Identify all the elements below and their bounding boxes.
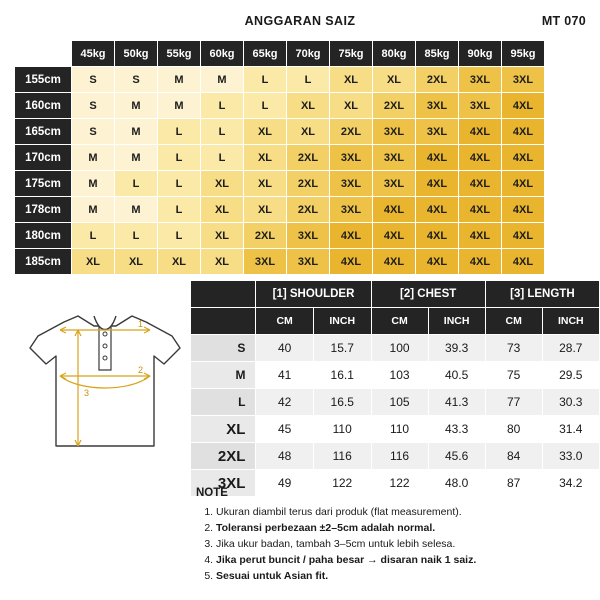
size-grid-cell: 4XL: [330, 223, 373, 249]
measurement-value: 16.5: [313, 389, 371, 416]
size-grid-cell: L: [158, 223, 201, 249]
diagram-marker-2-text: 2: [138, 365, 144, 375]
size-grid-cell: S: [115, 67, 158, 93]
measurement-size-label: S: [191, 335, 256, 362]
measurement-row: [191, 362, 600, 389]
size-grid-cell: XL: [373, 67, 416, 93]
size-grid-cell: 4XL: [416, 223, 459, 249]
measurement-unit-header: INCH: [313, 308, 371, 335]
size-grid-cell: 4XL: [502, 249, 545, 275]
size-grid-row: [15, 197, 545, 223]
measurement-value: 40.5: [428, 362, 485, 389]
size-grid-cell: M: [72, 145, 115, 171]
size-grid-cell: 3XL: [330, 197, 373, 223]
size-grid-cell: 4XL: [416, 171, 459, 197]
measurement-row: [191, 416, 600, 443]
measurement-value: 116: [313, 443, 371, 470]
size-grid-cell: 4XL: [502, 197, 545, 223]
measurement-value: 110: [313, 416, 371, 443]
size-grid-cell: XL: [244, 145, 287, 171]
size-grid-weight-header: 55kg: [158, 41, 201, 67]
note-list: [196, 504, 588, 584]
measurement-value: 33.0: [542, 443, 599, 470]
measurement-value: 77: [485, 389, 542, 416]
measurement-unit-header: INCH: [428, 308, 485, 335]
measurement-value: 49: [256, 470, 313, 497]
size-grid-weight-header: 90kg: [459, 41, 502, 67]
size-grid-cell: L: [201, 119, 244, 145]
note-section: [196, 487, 588, 584]
size-grid-cell: XL: [201, 197, 244, 223]
size-grid-cell: L: [115, 171, 158, 197]
measurement-corner-2: [191, 308, 256, 335]
measurement-table-head: [191, 281, 600, 335]
size-grid-height-header: 170cm: [15, 145, 72, 171]
size-grid-cell: 4XL: [416, 197, 459, 223]
size-grid-cell: 4XL: [416, 249, 459, 275]
size-grid-cell: 3XL: [416, 119, 459, 145]
size-grid-cell: XL: [244, 119, 287, 145]
size-grid-cell: XL: [201, 223, 244, 249]
size-grid-row: [15, 171, 545, 197]
size-grid-cell: M: [158, 67, 201, 93]
size-grid-cell: XL: [244, 171, 287, 197]
size-grid-cell: M: [115, 119, 158, 145]
size-grid-cell: 4XL: [373, 197, 416, 223]
size-grid-cell: M: [158, 93, 201, 119]
measurement-value: 48: [256, 443, 313, 470]
size-grid-weight-header: 95kg: [502, 41, 545, 67]
measurement-row: [191, 389, 600, 416]
size-grid-cell: 4XL: [459, 249, 502, 275]
size-grid-cell: S: [72, 119, 115, 145]
measurement-value: 43.3: [428, 416, 485, 443]
size-grid-cell: 4XL: [502, 145, 545, 171]
measurement-group-header-row: [191, 281, 600, 308]
size-grid-weight-header: 85kg: [416, 41, 459, 67]
measurement-value: 110: [371, 416, 428, 443]
size-grid-height-header: 175cm: [15, 171, 72, 197]
measurement-corner: [191, 281, 256, 308]
measurement-table-body: [191, 335, 600, 497]
size-grid-cell: XL: [330, 93, 373, 119]
size-grid-cell: M: [115, 145, 158, 171]
measurement-value: 100: [371, 335, 428, 362]
size-grid-weight-header: 50kg: [115, 41, 158, 67]
size-grid-row: [15, 67, 545, 93]
size-grid-cell: XL: [330, 67, 373, 93]
note-item: 3. Jika ukur badan, tambah 3–5cm untuk lebih selesa.: [216, 536, 588, 552]
size-grid-cell: 3XL: [459, 93, 502, 119]
measurement-table: [190, 280, 600, 497]
measurement-value: 105: [371, 389, 428, 416]
size-grid-cell: 3XL: [330, 171, 373, 197]
size-grid-body: [15, 67, 545, 275]
size-grid-height-header: 155cm: [15, 67, 72, 93]
measurement-size-label: 2XL: [191, 443, 256, 470]
size-grid-cell: M: [115, 197, 158, 223]
size-grid-row: [15, 119, 545, 145]
header: [0, 14, 600, 36]
size-grid-cell: 3XL: [502, 67, 545, 93]
size-grid-cell: XL: [72, 249, 115, 275]
size-grid-cell: 2XL: [287, 171, 330, 197]
size-grid-weight-header: 75kg: [330, 41, 373, 67]
measurement-value: 40: [256, 335, 313, 362]
size-grid-cell: 2XL: [244, 223, 287, 249]
size-grid-cell: 2XL: [373, 93, 416, 119]
measurement-value: 84: [485, 443, 542, 470]
measurement-value: 45: [256, 416, 313, 443]
size-grid-cell: 4XL: [373, 249, 416, 275]
size-grid-cell: 2XL: [287, 197, 330, 223]
size-grid-cell: M: [72, 197, 115, 223]
diagram-marker-3-text: 3: [84, 388, 90, 398]
note-title: NOTE: [196, 487, 228, 499]
size-grid-cell: XL: [201, 171, 244, 197]
size-grid-cell: 3XL: [330, 145, 373, 171]
size-grid-cell: L: [201, 145, 244, 171]
measurement-value: 16.1: [313, 362, 371, 389]
note-item: 2. Toleransi perbezaan ±2–5cm adalah normal.: [216, 520, 588, 536]
size-grid-weight-header: 60kg: [201, 41, 244, 67]
size-grid-cell: 4XL: [459, 171, 502, 197]
size-grid-row: [15, 145, 545, 171]
size-grid-cell: 3XL: [287, 249, 330, 275]
size-grid-cell: 4XL: [373, 223, 416, 249]
size-grid-cell: XL: [287, 119, 330, 145]
size-grid-height-header: 185cm: [15, 249, 72, 275]
size-grid-header-row: [15, 41, 545, 67]
size-grid-cell: 4XL: [459, 119, 502, 145]
size-grid-cell: L: [158, 197, 201, 223]
measurement-value: 73: [485, 335, 542, 362]
size-grid-cell: M: [115, 93, 158, 119]
measurement-unit-header: CM: [485, 308, 542, 335]
measurement-row: [191, 443, 600, 470]
size-grid-cell: M: [201, 67, 244, 93]
size-grid-row: [15, 223, 545, 249]
size-grid-cell: L: [158, 119, 201, 145]
size-grid-weight-header: 45kg: [72, 41, 115, 67]
measurement-group-header: [2] CHEST: [371, 281, 485, 308]
measurement-unit-header: CM: [256, 308, 313, 335]
size-grid-cell: L: [244, 93, 287, 119]
size-grid-cell: L: [244, 67, 287, 93]
size-grid-cell: 3XL: [416, 93, 459, 119]
size-grid-cell: 4XL: [502, 119, 545, 145]
size-grid-cell: 3XL: [459, 67, 502, 93]
measurement-value: 122: [371, 470, 428, 497]
diagram-marker-1-text: 1: [138, 319, 144, 329]
size-grid-weight-header: 80kg: [373, 41, 416, 67]
size-grid-height-header: 178cm: [15, 197, 72, 223]
size-grid-cell: 4XL: [330, 249, 373, 275]
size-grid-cell: XL: [158, 249, 201, 275]
size-grid-row: [15, 93, 545, 119]
size-grid-cell: XL: [201, 249, 244, 275]
measurement-value: 122: [313, 470, 371, 497]
size-grid-cell: 4XL: [459, 145, 502, 171]
measurement-value: 42: [256, 389, 313, 416]
measurement-value: 103: [371, 362, 428, 389]
measurement-value: 87: [485, 470, 542, 497]
measurement-value: 15.7: [313, 335, 371, 362]
note-item: 1. Ukuran diambil terus dari produk (flat measurement).: [216, 504, 588, 520]
size-grid-height-header: 165cm: [15, 119, 72, 145]
size-grid-cell: S: [72, 67, 115, 93]
note-item: 4. Jika perut buncit / paha besar → disaran naik 1 saiz.: [216, 552, 588, 568]
shirt-diagram: [20, 300, 190, 470]
measurement-size-label: XL: [191, 416, 256, 443]
size-grid-cell: 4XL: [502, 171, 545, 197]
measurement-value: 116: [371, 443, 428, 470]
size-grid-cell: 2XL: [330, 119, 373, 145]
size-grid-cell: 4XL: [502, 223, 545, 249]
measurement-group-header: [1] SHOULDER: [256, 281, 371, 308]
size-grid-cell: L: [158, 145, 201, 171]
size-grid-cell: 4XL: [502, 93, 545, 119]
size-grid-cell: XL: [244, 197, 287, 223]
measurement-value: 75: [485, 362, 542, 389]
measurement-value: 31.4: [542, 416, 599, 443]
page-title: ANGGARAN SAIZ: [244, 14, 356, 28]
measurement-value: 28.7: [542, 335, 599, 362]
size-grid-cell: 4XL: [459, 197, 502, 223]
size-grid-cell: 2XL: [287, 145, 330, 171]
measurement-size-label: 3XL: [191, 470, 256, 497]
measurement-value: 45.6: [428, 443, 485, 470]
size-grid-cell: L: [287, 67, 330, 93]
size-grid-cell: 3XL: [373, 119, 416, 145]
size-grid-cell: 3XL: [244, 249, 287, 275]
size-grid-height-header: 160cm: [15, 93, 72, 119]
measurement-group-header: [3] LENGTH: [485, 281, 599, 308]
size-grid-cell: L: [201, 93, 244, 119]
size-grid-cell: 3XL: [373, 171, 416, 197]
size-grid-cell: L: [158, 171, 201, 197]
measurement-unit-row: [191, 308, 600, 335]
size-grid-cell: 3XL: [373, 145, 416, 171]
size-grid-weight-header: 70kg: [287, 41, 330, 67]
measurement-row: [191, 335, 600, 362]
measurement-value: 80: [485, 416, 542, 443]
size-grid-cell: 4XL: [416, 145, 459, 171]
size-grid-cell: 4XL: [459, 223, 502, 249]
size-grid-cell: M: [72, 171, 115, 197]
size-grid-height-header: 180cm: [15, 223, 72, 249]
size-grid-corner: [15, 41, 72, 67]
size-grid-cell: L: [72, 223, 115, 249]
measurement-size-label: L: [191, 389, 256, 416]
measurement-value: 41.3: [428, 389, 485, 416]
measurement-value: 41: [256, 362, 313, 389]
measurement-value: 39.3: [428, 335, 485, 362]
size-grid-cell: 2XL: [416, 67, 459, 93]
size-grid-cell: S: [72, 93, 115, 119]
measurement-value: 30.3: [542, 389, 599, 416]
measurement-unit-header: INCH: [542, 308, 599, 335]
measurement-unit-header: CM: [371, 308, 428, 335]
size-grid-weight-header: 65kg: [244, 41, 287, 67]
size-grid-cell: XL: [287, 93, 330, 119]
size-grid-row: [15, 249, 545, 275]
size-grid-cell: 3XL: [287, 223, 330, 249]
note-item: 5. Sesuai untuk Asian fit.: [216, 568, 588, 584]
measurement-size-label: M: [191, 362, 256, 389]
measurement-value: 29.5: [542, 362, 599, 389]
size-grid-table: [14, 40, 545, 275]
measurement-value: 48.0: [428, 470, 485, 497]
product-code: MT 070: [541, 14, 586, 28]
size-grid-cell: XL: [115, 249, 158, 275]
size-grid-cell: L: [115, 223, 158, 249]
measurement-value: 34.2: [542, 470, 599, 497]
